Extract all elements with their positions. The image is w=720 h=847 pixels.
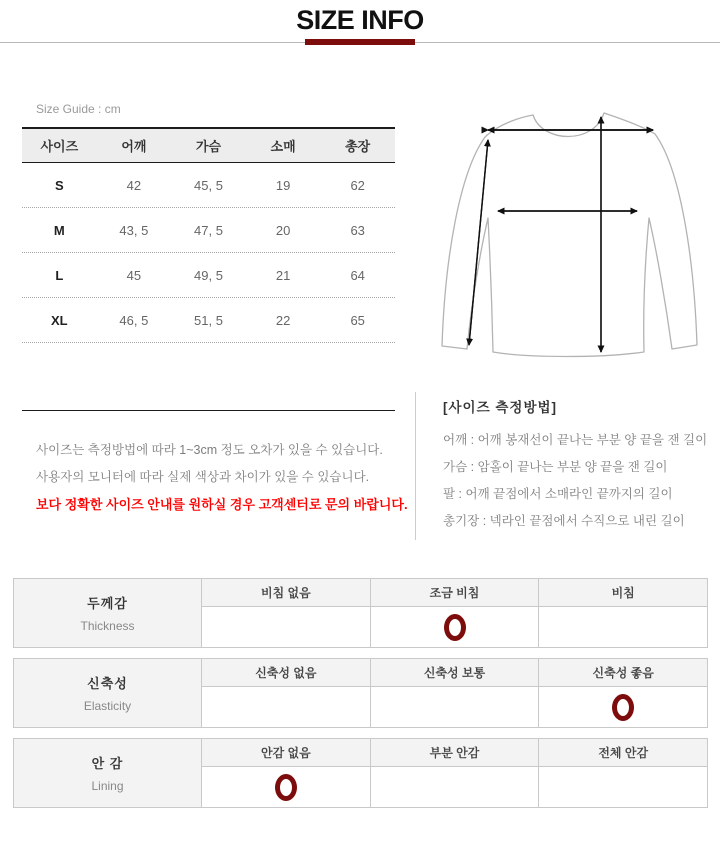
thickness-table xyxy=(13,578,708,648)
size-table-footer-rule xyxy=(22,343,395,411)
chest-cell: 47, 5 xyxy=(194,222,223,238)
elasticity-label-cell xyxy=(14,659,202,727)
thickness-option-values xyxy=(202,607,707,647)
option-value-cell xyxy=(202,687,371,727)
vertical-divider xyxy=(415,392,416,540)
option-header: 전체 안감 xyxy=(598,746,649,760)
elasticity-option-headers xyxy=(202,659,707,687)
length-cell: 64 xyxy=(350,267,365,283)
shoulder-cell: 43, 5 xyxy=(119,222,149,238)
option-value-cell xyxy=(371,607,540,647)
lining-option-values xyxy=(202,767,707,807)
size-cell: M xyxy=(53,222,65,238)
column-header-shoulder: 어깨 xyxy=(121,139,147,154)
column-header-length: 총장 xyxy=(345,139,371,154)
sleeve-cell: 21 xyxy=(275,267,291,283)
chest-cell: 49, 5 xyxy=(194,267,223,283)
sleeve-cell: 20 xyxy=(275,222,291,238)
sleeve-cell: 19 xyxy=(275,177,291,193)
sleeve-cell: 22 xyxy=(275,312,291,328)
selected-marker xyxy=(444,614,466,641)
column-header-chest: 가슴 xyxy=(195,139,222,154)
chest-cell: 45, 5 xyxy=(194,177,223,193)
table-row xyxy=(22,163,395,208)
measurement-line-arm: 팔 : 어깨 끝점에서 소매라인 끝까지의 길이 xyxy=(443,487,673,501)
shoulder-cell: 42 xyxy=(126,177,142,193)
size-table-header xyxy=(22,127,395,163)
elasticity-label-ko: 신축성 xyxy=(87,676,128,691)
measurement-line-chest: 가슴 : 암홀이 끝나는 부분 양 끝을 잰 길이 xyxy=(443,460,668,474)
elasticity-options-grid xyxy=(202,659,707,727)
option-header: 비침 없음 xyxy=(202,579,371,606)
lining-options-grid xyxy=(202,739,707,807)
option-value-cell xyxy=(539,687,707,727)
table-row xyxy=(22,298,395,343)
note-tolerance: 사이즈는 측정방법에 따라 1~3cm 정도 오차가 있을 수 있습니다. xyxy=(36,443,383,457)
option-value-cell xyxy=(539,607,707,647)
length-cell: 65 xyxy=(350,312,365,328)
lining-label-en: Lining xyxy=(91,779,124,793)
title-accent-bar xyxy=(305,39,415,45)
size-cell: XL xyxy=(50,312,68,328)
measurement-line-length: 총기장 : 넥라인 끝점에서 수직으로 내린 길이 xyxy=(443,514,685,528)
lining-table xyxy=(13,738,708,808)
elasticity-option-values xyxy=(202,687,707,727)
measurement-guide-title: [사이즈 측정방법] xyxy=(443,400,558,415)
size-table xyxy=(22,127,395,411)
option-value-cell xyxy=(539,767,707,807)
size-cell: S xyxy=(54,177,64,193)
selected-marker xyxy=(612,694,634,721)
thickness-label-en: Thickness xyxy=(80,619,135,633)
measurement-line-shoulder: 어깨 : 어깨 봉재선이 끝나는 부분 양 끝을 잰 길이 xyxy=(443,433,708,447)
chest-cell: 51, 5 xyxy=(194,312,223,328)
length-cell: 63 xyxy=(350,222,365,238)
thickness-options-grid xyxy=(202,579,707,647)
option-header: 비침 xyxy=(611,586,635,600)
elasticity-table xyxy=(13,658,708,728)
option-header: 부분 안감 xyxy=(371,739,540,766)
lining-label-cell xyxy=(14,739,202,807)
page-title: SIZE INFO xyxy=(296,5,424,35)
shirt-outline xyxy=(442,113,697,357)
lining-label-ko: 안 감 xyxy=(91,756,124,771)
column-header-sleeve: 소매 xyxy=(270,139,296,154)
thickness-label-ko: 두께감 xyxy=(87,596,128,611)
column-header-size: 사이즈 xyxy=(40,139,79,154)
option-value-cell xyxy=(202,607,371,647)
lining-option-headers xyxy=(202,739,707,767)
option-value-cell xyxy=(202,767,371,807)
option-header: 신축성 보통 xyxy=(371,659,540,686)
table-row xyxy=(22,253,395,298)
selected-marker xyxy=(275,774,297,801)
measurement-guide xyxy=(443,396,718,535)
option-header: 안감 없음 xyxy=(202,739,371,766)
thickness-option-headers xyxy=(202,579,707,607)
shirt-measurement-diagram xyxy=(428,106,715,391)
thickness-label-cell xyxy=(14,579,202,647)
note-monitor: 사용자의 모니터에 따라 실제 색상과 차이가 있을 수 있습니다. xyxy=(36,470,370,484)
table-row xyxy=(22,208,395,253)
option-value-cell xyxy=(371,687,540,727)
option-value-cell xyxy=(371,767,540,807)
shoulder-cell: 45 xyxy=(126,267,142,283)
option-header: 신축성 없음 xyxy=(202,659,371,686)
option-header: 조금 비침 xyxy=(371,579,540,606)
size-guide-unit-label: Size Guide : cm xyxy=(36,102,121,116)
elasticity-label-en: Elasticity xyxy=(83,699,132,713)
note-warning: 보다 정확한 사이즈 안내를 원하실 경우 고객센터로 문의 바랍니다. xyxy=(36,497,408,512)
length-cell: 62 xyxy=(350,177,365,193)
size-notes xyxy=(36,437,416,518)
shoulder-cell: 46, 5 xyxy=(119,312,149,328)
size-cell: L xyxy=(55,267,64,283)
option-header: 신축성 좋음 xyxy=(592,666,654,680)
